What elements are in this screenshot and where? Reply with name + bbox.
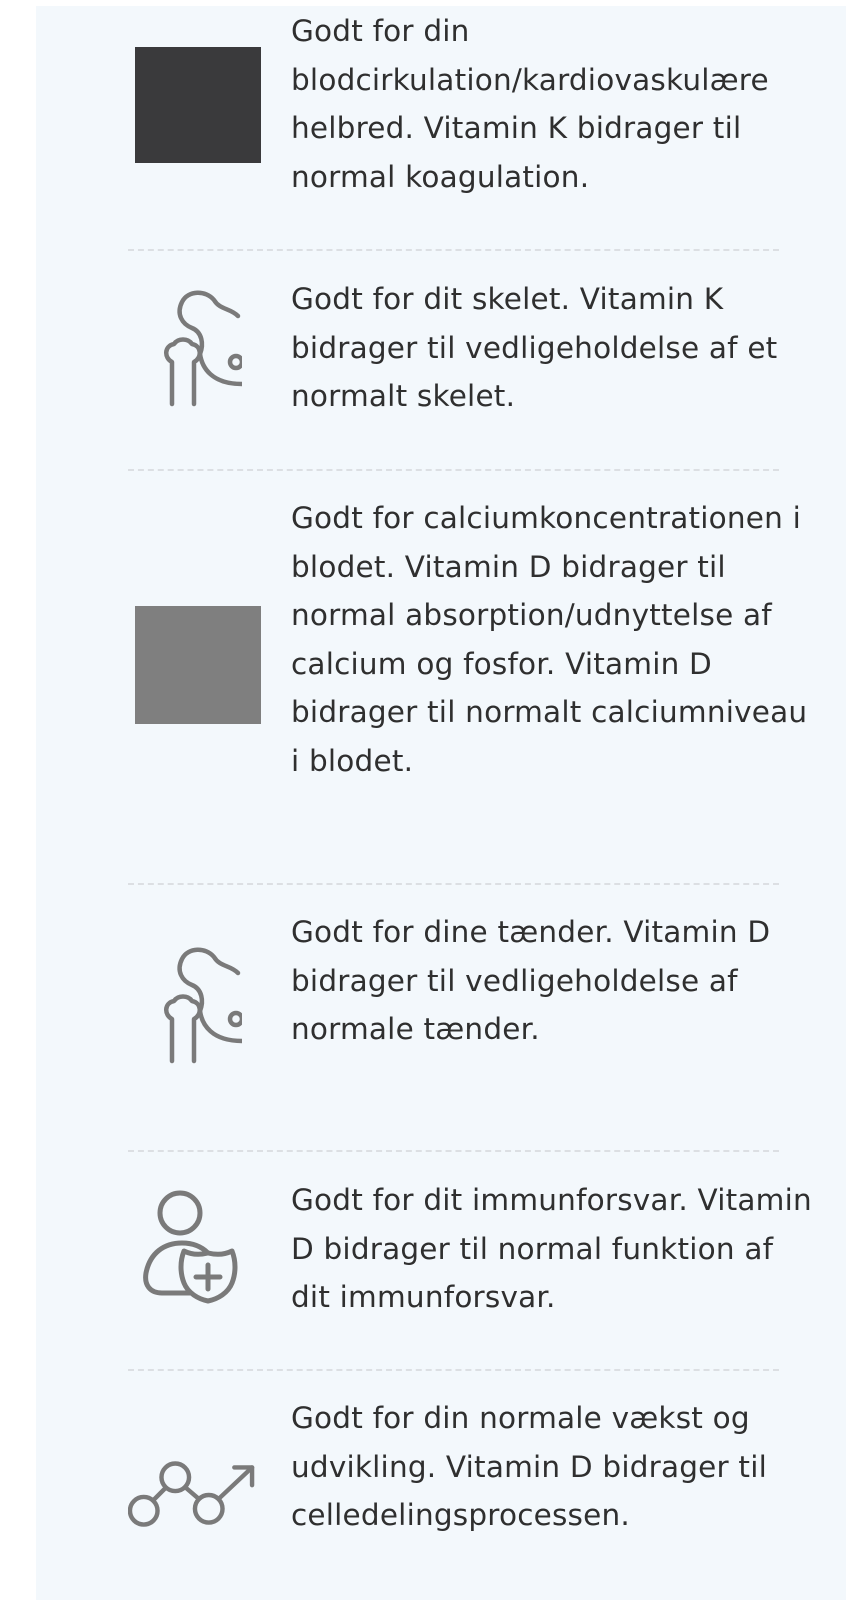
benefit-text-calcium: Godt for calciumkoncentrationen i blodet. Vitamin D bidrager til normal absorption/udnyttelse af calcium og fosfor. Vitamin D bidrager til normalt calciumniveau i blodet. [291, 501, 808, 778]
benefit-text-circulation: Godt for din blodcirkulation/kardiovaskulære helbred. Vitamin K bidrager til normal koagulation. [291, 14, 769, 194]
divider [128, 1369, 779, 1371]
benefits-panel [36, 6, 846, 1600]
dark-square-placeholder [135, 47, 261, 163]
gray-square-placeholder [135, 606, 261, 724]
divider [128, 1150, 779, 1152]
divider [128, 883, 779, 885]
skeleton-joint-icon [128, 285, 256, 410]
benefit-text-immune: Godt for dit immunforsvar. Vitamin D bidrager til normal funktion af dit immunforsvar. [291, 1183, 812, 1314]
skeleton-joint-icon [128, 942, 256, 1067]
divider [128, 249, 779, 251]
divider [128, 469, 779, 471]
immune-person-shield-icon [128, 1187, 256, 1307]
benefit-text-teeth: Godt for dine tænder. Vitamin D bidrager til vedligeholdelse af normale tænder. [291, 915, 771, 1046]
growth-chart-icon [128, 1455, 256, 1535]
benefit-text-skeleton: Godt for dit skelet. Vitamin K bidrager til vedligeholdelse af et normalt skelet. [291, 282, 778, 413]
benefit-text-growth: Godt for din normale vækst og udvikling. Vitamin D bidrager til celledelingsprocessen. [291, 1401, 767, 1532]
